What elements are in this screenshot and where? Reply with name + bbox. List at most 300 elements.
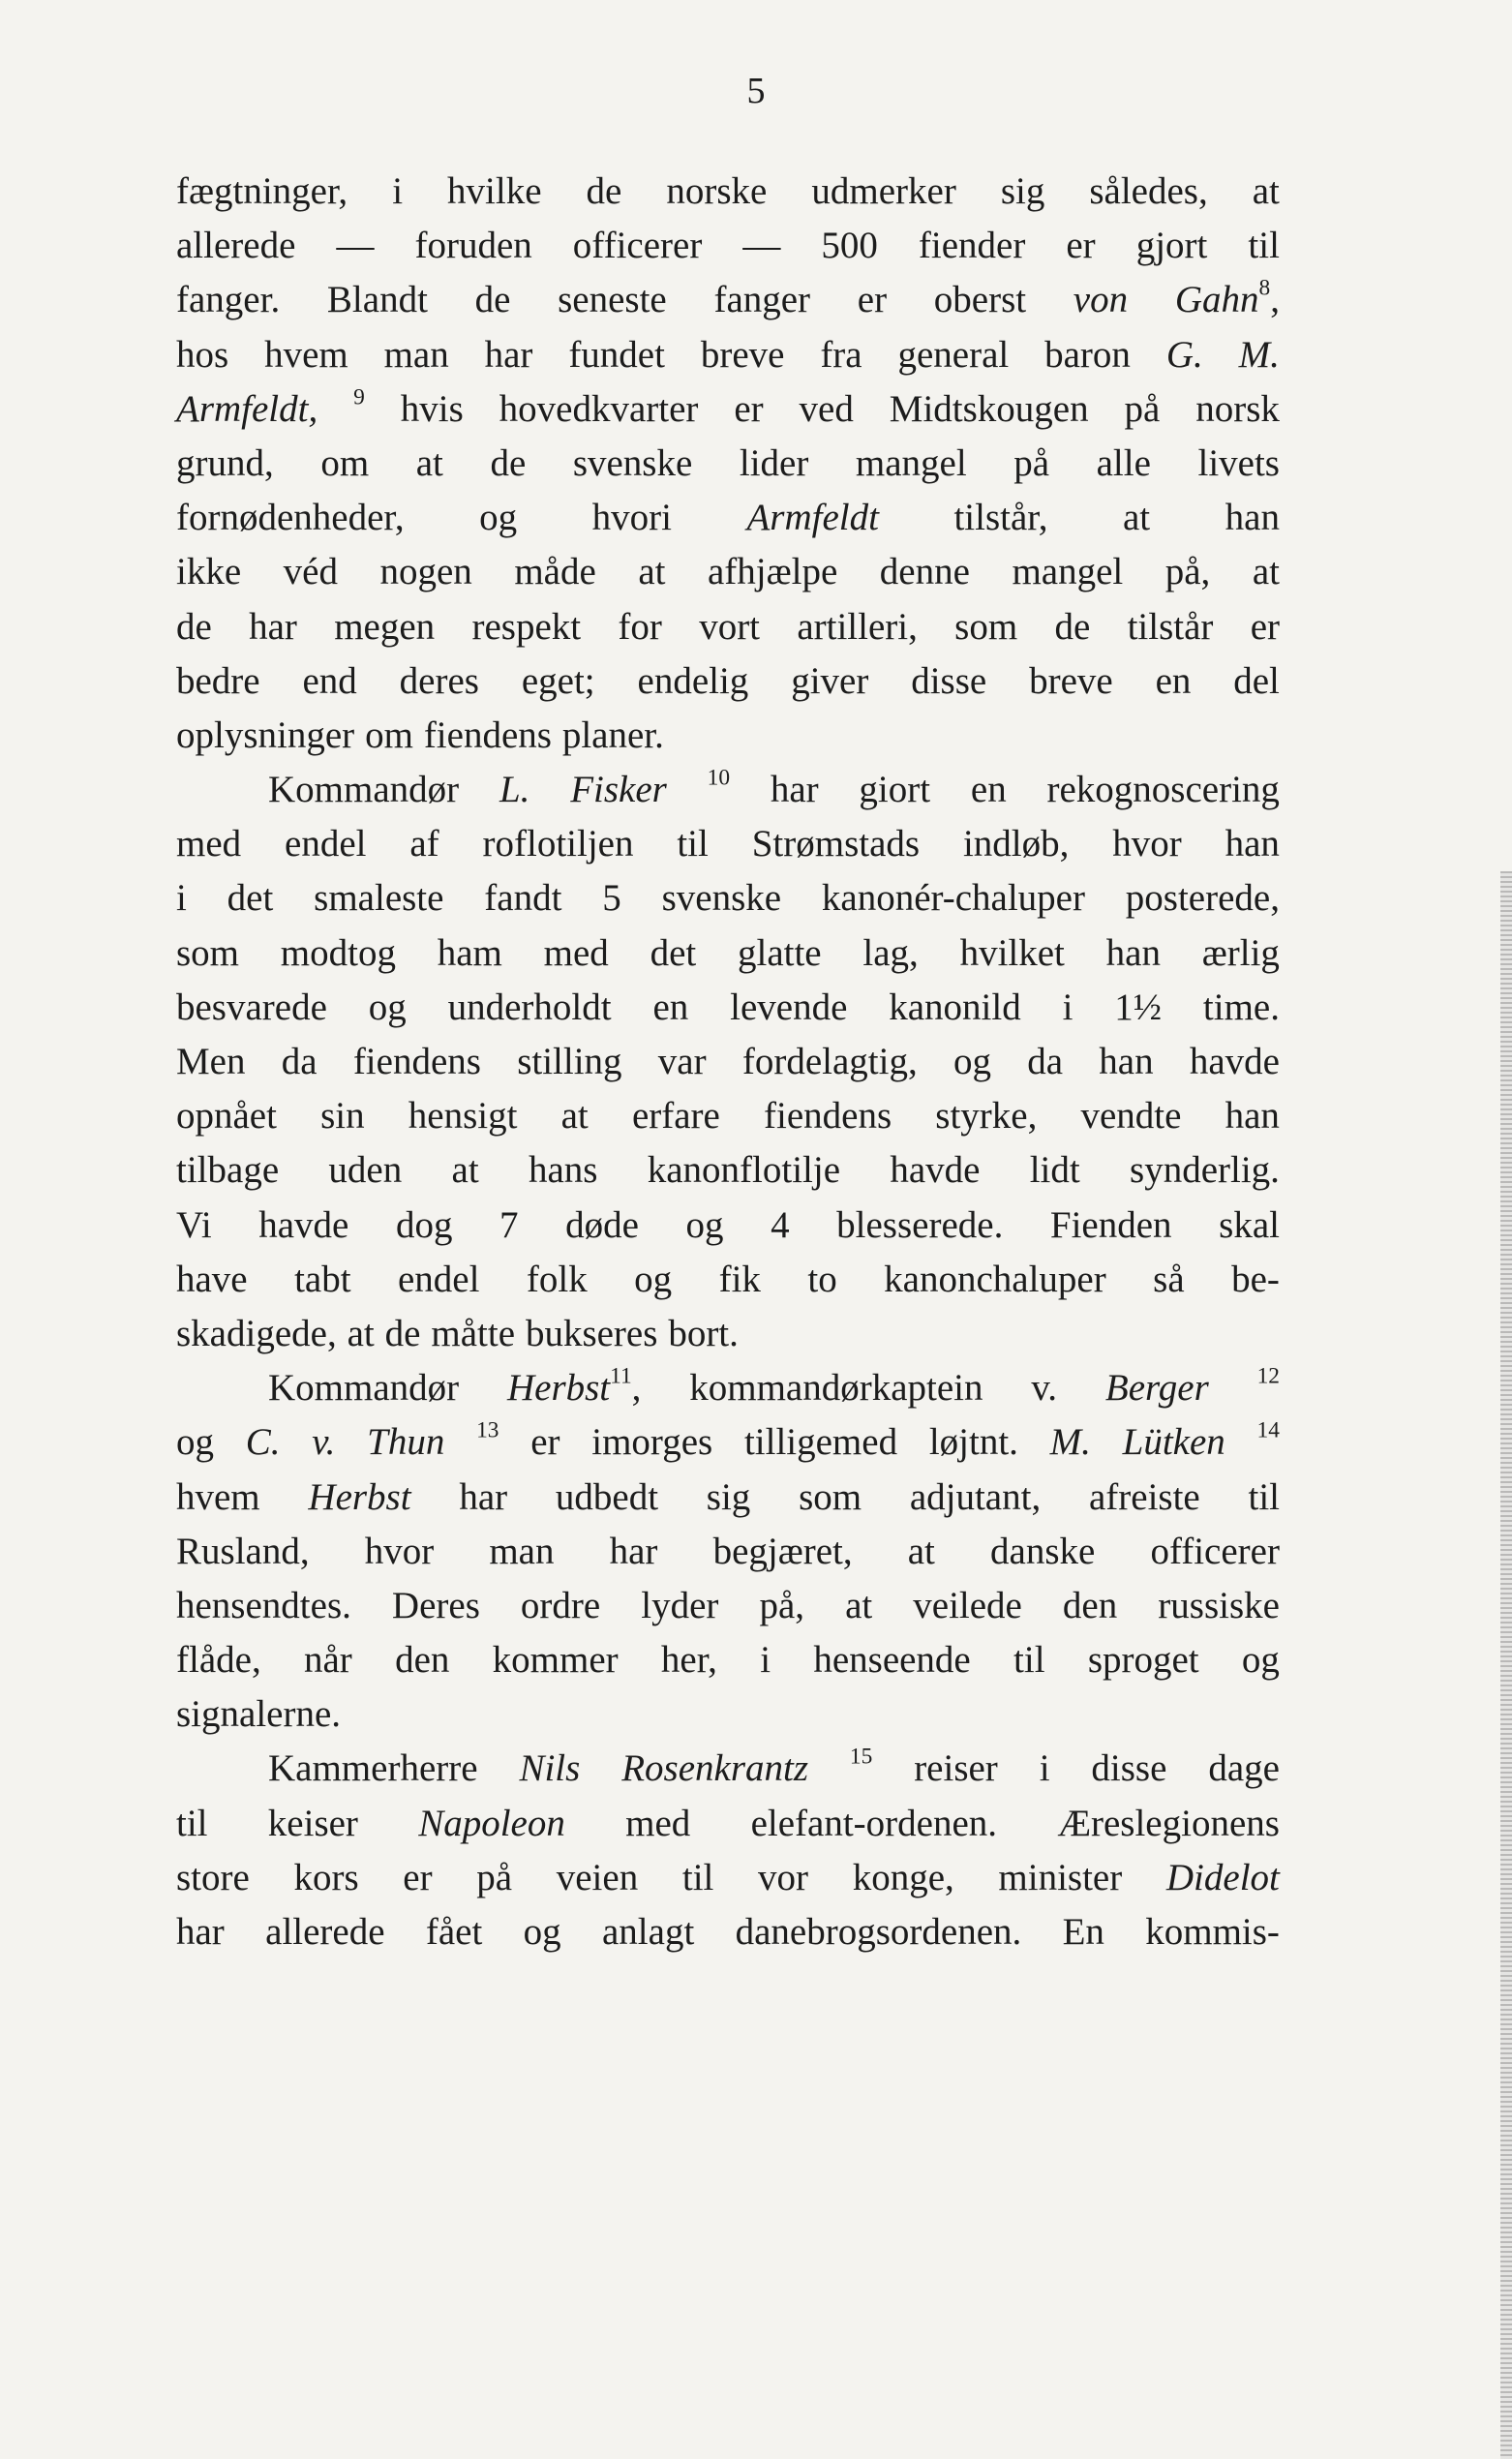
word: posterede,	[1125, 877, 1280, 920]
word: skadigede,	[176, 1312, 337, 1354]
word: at	[347, 1312, 375, 1354]
word: og	[685, 1203, 724, 1246]
word: på,	[759, 1584, 805, 1626]
word: mangel	[855, 441, 967, 484]
word: på	[1124, 387, 1161, 430]
word: lidt	[1029, 1149, 1080, 1192]
word: har	[459, 1475, 508, 1518]
word: Kommandør	[268, 1367, 460, 1410]
text-line	[176, 545, 1280, 599]
word: døde	[565, 1203, 639, 1246]
word: kors	[293, 1856, 359, 1898]
word	[1239, 328, 1280, 382]
word: general	[897, 333, 1010, 376]
word: i	[1039, 1747, 1050, 1790]
word: synderlig.	[1130, 1149, 1280, 1192]
word	[1166, 328, 1203, 382]
word: fundet	[568, 333, 665, 376]
word: giort	[859, 769, 931, 811]
italic-name: M.	[1238, 333, 1280, 376]
word	[367, 1415, 444, 1470]
word: skal	[1219, 1203, 1280, 1246]
text-line	[176, 437, 1280, 491]
word: giver	[791, 659, 869, 702]
word: tilligemed	[743, 1421, 898, 1464]
word: når	[303, 1639, 352, 1682]
word	[570, 763, 667, 817]
word: anlagt	[601, 1911, 695, 1953]
scan-edge	[1500, 871, 1512, 2459]
word: og	[176, 1421, 214, 1464]
word: hovedkvarter	[499, 387, 699, 430]
word: er	[1066, 225, 1096, 267]
word: megen	[334, 605, 436, 648]
text-line	[176, 654, 1280, 709]
word: til	[1248, 1475, 1280, 1518]
text-line	[176, 600, 1280, 654]
text-line	[176, 1633, 1280, 1687]
word: besvarede	[176, 986, 327, 1028]
word	[621, 1742, 808, 1796]
text-line	[176, 1089, 1280, 1143]
word: med	[176, 823, 242, 865]
word: hensigt	[408, 1095, 518, 1138]
footnote-marker: 10	[707, 765, 731, 791]
word: veilede	[913, 1584, 1022, 1626]
word: breve	[1029, 659, 1113, 702]
word: sproget	[1087, 1639, 1199, 1682]
italic-name: Herbst	[506, 1367, 611, 1410]
word: hvilke	[447, 170, 542, 212]
word: af	[409, 823, 439, 865]
word: dog	[395, 1203, 453, 1246]
word: kommer	[492, 1639, 619, 1682]
word	[746, 491, 878, 545]
word: fanger.	[176, 279, 281, 321]
italic-name: Nils	[519, 1747, 581, 1790]
word: som	[176, 931, 240, 974]
word: foruden	[414, 225, 532, 267]
word: danebrogsordenen.	[735, 1911, 1022, 1953]
word: sig	[1000, 170, 1045, 212]
text-line	[176, 1525, 1280, 1579]
word: denne	[879, 551, 970, 593]
word: at	[845, 1584, 873, 1626]
word: gjort	[1135, 225, 1208, 267]
word: be-	[1231, 1258, 1280, 1300]
word: vendte	[1080, 1095, 1182, 1138]
word: hvem	[176, 1475, 260, 1518]
italic-name: Fisker	[570, 769, 667, 811]
word: han	[1105, 931, 1161, 974]
word: kanonild	[889, 986, 1021, 1028]
word	[519, 1742, 580, 1796]
word: som	[954, 605, 1018, 648]
word	[1105, 1361, 1209, 1415]
word: kommandørkaptein	[689, 1367, 983, 1410]
text-line	[176, 1143, 1280, 1198]
text-line	[176, 926, 1280, 981]
word: fanger	[713, 279, 811, 321]
page-number: 5	[746, 71, 766, 111]
italic-name: Armfeldt	[746, 497, 879, 539]
word: norske	[666, 170, 768, 212]
word: hvori	[591, 497, 672, 539]
word: at	[1252, 170, 1280, 212]
italic-name: Gahn	[1174, 279, 1259, 321]
word: Herbst$^{11}$,	[506, 1363, 642, 1410]
text-line	[176, 328, 1280, 382]
italic-name: M.	[1049, 1421, 1091, 1464]
word: dage	[1208, 1747, 1280, 1790]
word: fik	[718, 1258, 761, 1300]
text-line	[176, 1253, 1280, 1307]
word: bedre	[176, 659, 260, 702]
word: nogen	[379, 551, 472, 593]
word: til	[677, 823, 709, 865]
word: 500	[821, 225, 878, 267]
word: hvor	[364, 1530, 435, 1572]
word: fornødenheder,	[176, 497, 405, 539]
word: tilstår,	[953, 497, 1048, 539]
word: udbedt	[555, 1475, 659, 1518]
word: at	[1123, 497, 1151, 539]
word: til	[681, 1856, 714, 1898]
word: sig	[706, 1475, 751, 1518]
italic-name: Thun	[367, 1421, 445, 1464]
word: da	[281, 1041, 318, 1082]
word: det	[227, 877, 274, 920]
word: opnået	[176, 1095, 277, 1138]
footnote-marker: 15	[849, 1744, 873, 1770]
word: v.	[1031, 1367, 1058, 1410]
word: ham	[437, 931, 502, 974]
word: den	[1062, 1584, 1118, 1626]
text-line	[176, 1905, 1280, 1959]
italic-name: von	[1073, 279, 1129, 321]
word: time.	[1202, 986, 1280, 1028]
word: deres	[399, 659, 479, 702]
word: endel	[397, 1258, 480, 1300]
word: —	[742, 225, 781, 267]
word: og	[368, 986, 407, 1028]
word: kanonflotilje	[647, 1149, 841, 1192]
italic-name: Berger	[1104, 1367, 1209, 1410]
word	[1050, 1415, 1091, 1470]
text-line	[176, 1199, 1280, 1253]
word: har	[770, 769, 819, 811]
word: hvor	[1112, 823, 1182, 865]
word	[308, 1471, 410, 1525]
word: officerer	[572, 225, 703, 267]
word: oberst	[933, 279, 1027, 321]
text-line	[176, 219, 1280, 273]
word: havde	[1189, 1041, 1280, 1082]
word: Kommandør	[268, 769, 460, 811]
footnote-marker: 9	[353, 384, 365, 410]
word: og	[1241, 1639, 1280, 1682]
word: norsk	[1195, 387, 1280, 430]
word: fået	[425, 1911, 483, 1953]
word: i	[176, 877, 187, 920]
word: om	[320, 441, 370, 484]
word	[176, 382, 318, 437]
word: de	[474, 279, 511, 321]
word: eget;	[521, 659, 595, 702]
word: løjtnt.	[928, 1421, 1018, 1464]
word: minister	[998, 1856, 1123, 1898]
text-line	[176, 491, 1280, 545]
word: de	[586, 170, 622, 212]
word: med	[543, 931, 609, 974]
word: for	[618, 605, 662, 648]
word	[312, 1415, 335, 1470]
text-line	[176, 382, 1280, 437]
word: imorges	[591, 1421, 713, 1464]
word: til	[176, 1802, 208, 1844]
text-line	[176, 1797, 1280, 1851]
word: endelig	[637, 659, 749, 702]
word: ikke	[176, 551, 242, 593]
word: modtog	[280, 931, 396, 974]
word: begjæret,	[712, 1530, 853, 1572]
text-line	[176, 1471, 1280, 1525]
italic-name: v.	[312, 1421, 336, 1464]
word: bort.	[668, 1312, 739, 1354]
word: sin	[320, 1095, 365, 1138]
word: således,	[1089, 170, 1208, 212]
word: har	[609, 1530, 658, 1572]
word: alle	[1096, 441, 1151, 484]
word: han	[1225, 823, 1280, 865]
word: og	[479, 497, 518, 539]
word: han	[1099, 1041, 1154, 1082]
word: har	[249, 605, 297, 648]
word: er	[734, 387, 764, 430]
word: underholdt	[447, 986, 612, 1028]
word: tabt	[294, 1258, 351, 1300]
word: om	[365, 713, 413, 756]
footnote-marker: 13	[476, 1417, 499, 1443]
word: hos	[176, 333, 229, 376]
word: ved	[799, 387, 854, 430]
word: på	[476, 1856, 513, 1898]
word: oplysninger	[176, 713, 355, 756]
word: var	[657, 1041, 707, 1082]
word: uden	[328, 1149, 403, 1192]
word: erfare	[631, 1095, 720, 1138]
word: flåde,	[176, 1639, 261, 1682]
word: smaleste	[314, 877, 444, 920]
word	[850, 1742, 872, 1796]
word: respekt	[471, 605, 582, 648]
word: tilstår	[1127, 605, 1214, 648]
word: konge,	[852, 1856, 954, 1898]
word: Æreslegionens	[1057, 1802, 1280, 1844]
word: måtte	[431, 1312, 516, 1354]
text-line	[176, 273, 1280, 327]
text-line	[176, 817, 1280, 871]
word: tilbage	[176, 1149, 280, 1192]
text-line	[176, 165, 1280, 219]
word: to	[807, 1258, 837, 1300]
word: folk	[526, 1258, 588, 1300]
word: at	[451, 1149, 479, 1192]
word: ærlig	[1201, 931, 1280, 974]
text-line	[176, 1415, 1280, 1470]
word: kanonér-chaluper	[821, 877, 1085, 920]
footnote-marker: 11	[610, 1363, 632, 1389]
word: de	[384, 1312, 421, 1354]
word: fandt	[484, 877, 562, 920]
word: at	[1252, 551, 1280, 593]
word: en	[970, 769, 1007, 811]
word: glatte	[737, 931, 822, 974]
word: man	[383, 333, 449, 376]
word: de	[176, 605, 212, 648]
word: havde	[258, 1203, 349, 1246]
footnote-marker: 8	[1258, 275, 1271, 301]
word: hvem	[264, 333, 348, 376]
word: man	[489, 1530, 555, 1572]
word: i	[392, 170, 404, 212]
word: han	[1225, 497, 1280, 539]
word: som	[799, 1475, 862, 1518]
word: til	[1248, 225, 1280, 267]
word: har	[176, 1911, 225, 1953]
text-line	[176, 1687, 1280, 1742]
word: fiendens	[764, 1095, 892, 1138]
word: signalerne.	[176, 1693, 342, 1736]
word: på	[1013, 441, 1050, 484]
word: Rusland,	[176, 1530, 310, 1572]
italic-name: Lütken	[1122, 1421, 1225, 1464]
word: seneste	[558, 279, 667, 321]
word: elefant-ordenen.	[750, 1802, 998, 1844]
word: En	[1062, 1911, 1104, 1953]
word: bukseres	[525, 1312, 658, 1354]
word: og	[953, 1041, 991, 1082]
word: mangel	[1012, 551, 1124, 593]
text-line	[176, 1742, 1280, 1796]
word: 1½	[1114, 986, 1163, 1028]
word: danske	[990, 1530, 1096, 1572]
word: lyder	[641, 1584, 719, 1626]
word: allerede	[176, 225, 296, 267]
word: fiendens	[352, 1041, 481, 1082]
text-line	[176, 1361, 1280, 1415]
word: keiser	[267, 1802, 358, 1844]
word: 5	[602, 877, 621, 920]
word: Midtskougen	[889, 387, 1089, 430]
word	[499, 763, 529, 817]
word	[418, 1797, 565, 1851]
word: måde	[514, 551, 596, 593]
italic-name: Armfeldt,	[176, 387, 318, 430]
word: levende	[730, 986, 848, 1028]
italic-name: Herbst	[308, 1475, 411, 1518]
italic-name: Didelot	[1165, 1856, 1280, 1898]
word: den	[395, 1639, 450, 1682]
word: vort	[699, 605, 761, 648]
word: en	[1155, 659, 1192, 702]
word: at	[638, 551, 666, 593]
word: havde	[890, 1149, 981, 1192]
word: svenske	[572, 441, 693, 484]
word: Deres	[391, 1584, 480, 1626]
word: de	[490, 441, 527, 484]
word: livets	[1197, 441, 1280, 484]
italic-name: Napoleon	[418, 1802, 565, 1844]
text-line	[176, 1851, 1280, 1905]
word: hensendtes.	[176, 1584, 351, 1626]
word: til	[1013, 1639, 1045, 1682]
text-line	[176, 871, 1280, 926]
text-line	[176, 1307, 1280, 1361]
word: veien	[556, 1856, 639, 1898]
word: fiender	[918, 225, 1026, 267]
word: fægtninger,	[176, 170, 348, 212]
word: ordre	[520, 1584, 601, 1626]
word: disse	[911, 659, 987, 702]
word: vor	[758, 1856, 809, 1898]
word: disse	[1091, 1747, 1167, 1790]
word: Fienden	[1049, 1203, 1172, 1246]
word: at	[907, 1530, 935, 1572]
text-line	[176, 1579, 1280, 1633]
word: 4	[771, 1203, 790, 1246]
word: russiske	[1158, 1584, 1280, 1626]
word: med	[625, 1802, 691, 1844]
word	[1166, 1851, 1280, 1905]
word: blesserede.	[836, 1203, 1004, 1246]
word: er	[403, 1856, 433, 1898]
word	[1257, 1415, 1280, 1470]
word: have	[176, 1258, 248, 1300]
word: en	[652, 986, 689, 1028]
word	[1257, 1361, 1280, 1415]
word: hans	[528, 1149, 598, 1192]
word: så	[1153, 1258, 1185, 1300]
word: styrke,	[935, 1095, 1038, 1138]
word: lag,	[862, 931, 919, 974]
word: at	[415, 441, 443, 484]
word: planer.	[561, 713, 664, 756]
word: det	[650, 931, 697, 974]
word: fiendens	[423, 713, 552, 756]
italic-name: Rosenkrantz	[621, 1747, 809, 1790]
word: allerede	[265, 1911, 385, 1953]
word: indløb,	[962, 823, 1070, 865]
word: breve	[700, 333, 785, 376]
word: del	[1233, 659, 1280, 702]
word: store	[176, 1856, 250, 1898]
word: —	[336, 225, 375, 267]
word: rekognoscering	[1046, 769, 1280, 811]
italic-name: C.	[245, 1421, 281, 1464]
footnote-marker: 12	[1256, 1363, 1280, 1389]
word: Vi	[176, 1203, 212, 1246]
word: Kammerherre	[268, 1747, 478, 1790]
text-line	[176, 981, 1280, 1035]
word: på,	[1164, 551, 1211, 593]
word: er	[530, 1421, 560, 1464]
footnote-marker: 14	[1256, 1417, 1280, 1443]
word: stilling	[517, 1041, 622, 1082]
word: fordelagtig,	[741, 1041, 918, 1082]
word: at	[560, 1095, 589, 1138]
word: er	[857, 279, 888, 321]
